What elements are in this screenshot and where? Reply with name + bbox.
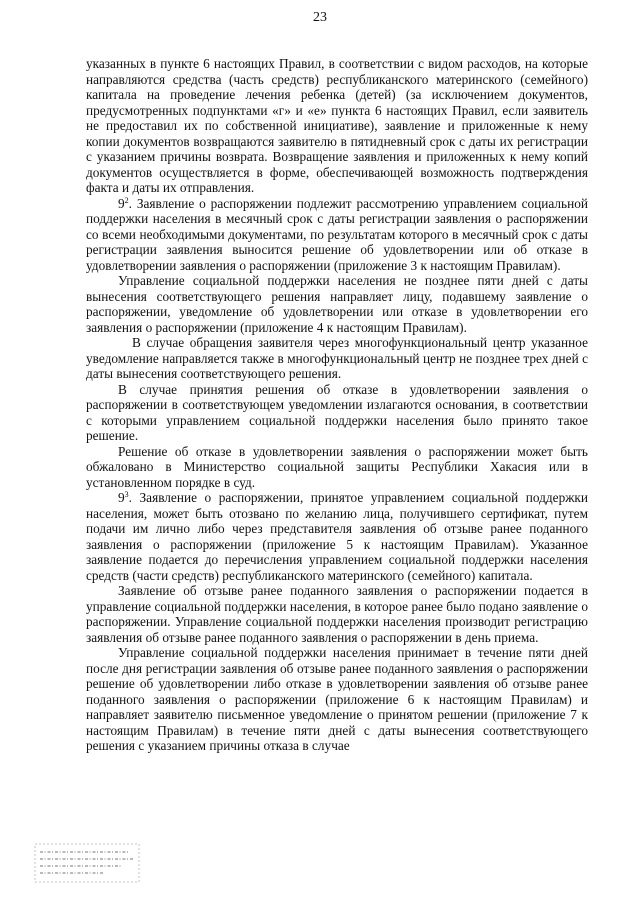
paragraph-withdrawal-filing: Заявление об отзыве ранее поданного заявления о распоряжении подается в управление социальной поддержки населения, в которое ранее было подано заявление о распоряжении. Управление социальной поддержки населения производит регистрацию заявления об отзыве ранее поданного заявления о распоряжении в день приема.: [86, 583, 588, 645]
clause-text: . Заявление о распоряжении подлежит рассмотрению управлением социальной поддержки населения в месячный срок с даты регистрации заявления о распоряжении со всеми необходимыми документами, по результатам которого в месячный срок с даты регистрации заявления выносится решение об удовлетворении или об отказе в удовлетворении заявления о распоряжении (приложение 3 к настоящим Правилам).: [86, 195, 588, 273]
stamp-mark: [34, 842, 142, 884]
paragraph-refusal-grounds: В случае принятия решения об отказе в удовлетворении заявления о распоряжении в соответствующем уведомлении излагаются основания, в соответствии с которыми управлением социальной поддержки населения было принято такое решение.: [86, 381, 588, 443]
paragraph-9-2: [86, 196, 588, 274]
clause-text: . Заявление о распоряжении, принятое управлением социальной поддержки населения, может быть отозвано по желанию лица, получившего сертификат, путем подачи им лично либо через представителя заявления об отзыве ранее поданного заявления о распоряжении (приложение 5 к настоящим Правилам). Указанное заявление подается до перечисления управлением социальной поддержки населения средств (части средств) республиканского материнского (семейного) капитала.: [86, 490, 588, 583]
clause-number: 9: [118, 490, 125, 505]
paragraph-mfc: В случае обращения заявителя через многофункциональный центр указанное уведомление направляется также в многофункциональный центр не позднее трех дней с даты вынесения соответствующего решения.: [86, 335, 588, 381]
clause-superscript: 3: [124, 490, 129, 499]
document-body: [86, 56, 588, 754]
clause-superscript: 2: [124, 195, 129, 205]
page-number: 23: [313, 10, 327, 25]
paragraph-appeal: Решение об отказе в удовлетворении заявления о распоряжении может быть обжаловано в Министерство социальной защиты Республики Хакасия или в установленном порядке в суд.: [86, 443, 588, 490]
clause-number: 9: [118, 195, 125, 211]
paragraph-notification: Управление социальной поддержки населения не позднее пяти дней с даты вынесения соответствующего решения направляет лицу, подавшему заявление о распоряжении, уведомление об удовлетворении или отказе в удовлетворении его заявления о распоряжении (приложение 4 к настоящим Правилам).: [86, 273, 588, 335]
paragraph-withdrawal-decision: Управление социальной поддержки населения принимает в течение пяти дней после дня регистрации заявления об отзыве ранее поданного заявления о распоряжении решение об удовлетворении либо отказе в удовлетворении заявления об отзыве ранее поданного заявления о распоряжении (приложение 6 к настоящим Правилам) и направляет заявителю письменное уведомление о принятом решении (приложение 7 к настоящим Правилам) в течение пяти дней с даты вынесения соответствующего решения с указанием причины отказа в случае: [86, 645, 588, 753]
paragraph-1: указанных в пункте 6 настоящих Правил, в соответствии с видом расходов, на которые направляются средства (часть средств) республиканского материнского (семейного) капитала на проведение лечения ребенка (детей) (за исключением документов, предусмотренных подпунктами «г» и «е» пункта 6 настоящих Правил, если заявитель не предоставил их по собственной инициативе), заявление и приложенные к нему копии документов возвращаются заявителю в пятидневный срок с даты их регистрации с указанием причины возврата. Возвращение заявления и приложенных к нему копий документов осуществляется в форме, обеспечивающей возможность подтверждения факта и даты их отправления.: [86, 56, 588, 195]
paragraph-9-3: [86, 490, 588, 583]
